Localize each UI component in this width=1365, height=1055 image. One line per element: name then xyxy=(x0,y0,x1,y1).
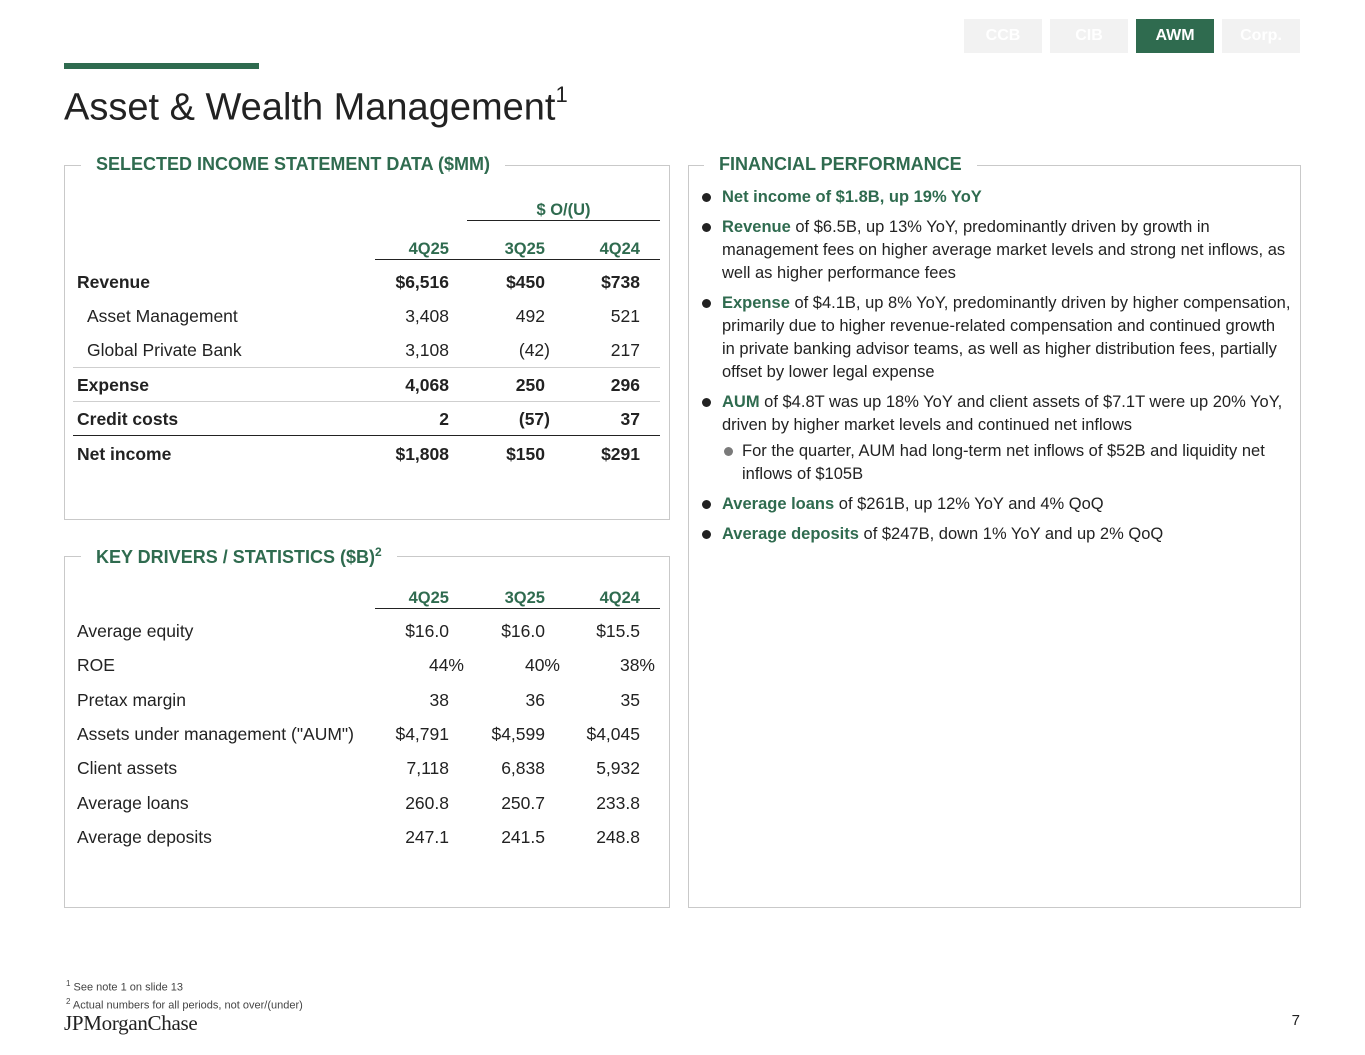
income-cell: (57) xyxy=(518,409,550,429)
key-drivers-heading-text: KEY DRIVERS / STATISTICS ($B) xyxy=(96,547,376,567)
bullet-highlight: Net income of $1.8B, up 19% YoY xyxy=(722,188,982,206)
income-row-label: Revenue xyxy=(77,272,150,292)
drivers-col-4q24: 4Q24 xyxy=(599,589,640,607)
income-cell: $1,808 xyxy=(395,444,449,464)
bullet-text: of $261B, up 12% YoY and 4% QoQ xyxy=(834,495,1104,513)
drivers-col-4q25: 4Q25 xyxy=(408,589,449,607)
page-title-text: Asset & Wealth Management xyxy=(64,86,556,129)
footnote-2-text: Actual numbers for all periods, not over/(under) xyxy=(72,999,303,1012)
segment-tabs xyxy=(964,19,1308,53)
drivers-cell: 248.8 xyxy=(596,827,640,847)
bullet-average-loans xyxy=(702,493,1292,516)
tab-corp[interactable]: Corp. xyxy=(1222,19,1300,53)
bullet-text: of $247B, down 1% YoY and up 2% QoQ xyxy=(858,525,1164,543)
footnote-1-text: See note 1 on slide 13 xyxy=(73,981,183,994)
performance-bullets xyxy=(702,186,1292,553)
drivers-cell: 233.8 xyxy=(596,793,640,813)
bullet-highlight: Expense xyxy=(722,294,790,312)
bullet-aum xyxy=(702,391,1292,437)
bullet-dot-icon xyxy=(702,500,711,509)
income-cell: $150 xyxy=(506,444,545,464)
footnotes xyxy=(66,977,303,1012)
income-cell: 521 xyxy=(610,306,640,326)
drivers-cell: 247.1 xyxy=(405,827,449,847)
income-cell: 296 xyxy=(610,375,640,395)
tab-awm[interactable]: AWM xyxy=(1136,19,1214,53)
jpmorganchase-logo: JPMorganChase xyxy=(64,1011,198,1035)
footnote-1-number: 1 xyxy=(66,979,71,988)
bullet-highlight: Revenue xyxy=(722,218,791,236)
bullet-revenue xyxy=(702,216,1292,285)
page-title-footnote: 1 xyxy=(555,82,568,107)
bullet-highlight: Average loans xyxy=(722,495,835,513)
income-statement-heading: SELECTED INCOME STATEMENT DATA ($MM) xyxy=(81,154,505,175)
drivers-cell: $4,791 xyxy=(395,724,449,744)
income-header-rule xyxy=(375,259,660,260)
drivers-row-label: Assets under management ("AUM") xyxy=(77,724,354,744)
income-row-label: Net income xyxy=(77,444,172,464)
income-cell: 2 xyxy=(439,409,449,429)
bullet-dot-icon xyxy=(702,299,711,308)
bullet-highlight: Average deposits xyxy=(722,525,859,543)
drivers-cell: 5,932 xyxy=(596,758,640,778)
footnote-1 xyxy=(66,977,303,995)
drivers-row-label: ROE xyxy=(77,655,115,675)
income-cell: $738 xyxy=(601,272,640,292)
drivers-cell: 250.7 xyxy=(501,793,545,813)
drivers-row-label: Pretax margin xyxy=(77,690,186,710)
bullet-dot-icon xyxy=(702,223,711,232)
bullet-expense xyxy=(702,292,1292,384)
income-cell: 37 xyxy=(620,409,640,429)
drivers-header-rule xyxy=(375,608,660,609)
financial-performance-heading: FINANCIAL PERFORMANCE xyxy=(704,154,977,175)
footnote-2 xyxy=(66,995,303,1013)
bullet-text: of $6.5B, up 13% YoY, predominantly driven by growth in management fees on higher average market levels and strong net inflows, as well as higher performance fees xyxy=(722,218,1286,282)
income-cell: 492 xyxy=(515,306,545,326)
income-cell: 3,408 xyxy=(405,306,449,326)
drivers-cell: 35 xyxy=(620,690,640,710)
drivers-cell: 44% xyxy=(428,655,464,675)
drivers-cell: 6,838 xyxy=(501,758,545,778)
drivers-row-label: Average equity xyxy=(77,621,194,641)
bullet-text: For the quarter, AUM had long-term net inflows of $52B and liquidity net inflows of $105B xyxy=(742,442,1265,483)
drivers-cell: 40% xyxy=(524,655,560,675)
income-cell: (42) xyxy=(518,340,550,360)
key-drivers-footnote: 2 xyxy=(375,545,382,559)
sub-bullet-dot-icon xyxy=(724,447,733,456)
income-cell: 217 xyxy=(610,340,640,360)
drivers-cell: 38% xyxy=(619,655,655,675)
drivers-cell: 7,118 xyxy=(406,758,449,778)
income-cell: $450 xyxy=(506,272,545,292)
title-accent-bar xyxy=(64,63,259,69)
income-row-label: Credit costs xyxy=(77,409,179,429)
income-cell: 250 xyxy=(515,375,545,395)
drivers-row-label: Average deposits xyxy=(77,827,212,847)
income-cell: 4,068 xyxy=(405,375,449,395)
income-row-label: Asset Management xyxy=(87,306,238,326)
footnote-2-number: 2 xyxy=(66,996,71,1006)
drivers-cell: $15.5 xyxy=(596,621,640,641)
drivers-cell: 38 xyxy=(429,690,449,710)
income-cell: 3,108 xyxy=(405,340,449,360)
bullet-average-deposits xyxy=(702,523,1292,546)
oversunder-header: $ O/(U) xyxy=(536,201,591,219)
income-col-4q24: 4Q24 xyxy=(599,240,640,258)
drivers-cell: 241.5 xyxy=(501,827,545,847)
drivers-row-label: Client assets xyxy=(77,758,178,778)
drivers-col-3q25: 3Q25 xyxy=(504,589,545,607)
drivers-cell: $4,045 xyxy=(586,724,640,744)
income-cell: $6,516 xyxy=(395,272,449,292)
drivers-cell: $4,599 xyxy=(491,724,545,744)
key-drivers-heading xyxy=(81,545,397,568)
drivers-cell: 36 xyxy=(525,690,545,710)
page-title xyxy=(64,82,568,130)
drivers-cell: $16.0 xyxy=(501,621,545,641)
bullet-aum-flows xyxy=(702,440,1292,486)
income-row-label: Expense xyxy=(77,375,149,395)
bullet-highlight: AUM xyxy=(722,393,760,411)
page-number: 7 xyxy=(1291,1012,1300,1029)
income-total-rule xyxy=(73,435,660,436)
bullet-dot-icon xyxy=(702,193,711,202)
bullet-net-income xyxy=(702,186,1292,209)
bullet-dot-icon xyxy=(702,398,711,407)
tab-ccb[interactable]: CCB xyxy=(964,19,1042,53)
income-col-3q25: 3Q25 xyxy=(504,240,545,258)
drivers-row-label: Average loans xyxy=(77,793,189,813)
income-col-4q25: 4Q25 xyxy=(408,240,449,258)
bullet-text: of $4.1B, up 8% YoY, predominantly driven by higher compensation, primarily due to higher revenue-related compensation and continued growth in private banking advisor teams, as well as higher distribution fees, partially offset by lower legal expense xyxy=(722,294,1291,381)
oversunder-underline xyxy=(467,220,660,221)
income-row-label: Global Private Bank xyxy=(87,340,242,360)
bullet-text: of $4.8T was up 18% YoY and client assets of $7.1T were up 20% YoY, driven by higher market levels and continued net inflows xyxy=(722,393,1283,434)
tab-cib[interactable]: CIB xyxy=(1050,19,1128,53)
income-row-divider xyxy=(73,401,660,402)
drivers-cell: $16.0 xyxy=(405,621,449,641)
income-cell: $291 xyxy=(601,444,640,464)
income-row-divider xyxy=(73,367,660,368)
drivers-cell: 260.8 xyxy=(405,793,449,813)
bullet-dot-icon xyxy=(702,530,711,539)
